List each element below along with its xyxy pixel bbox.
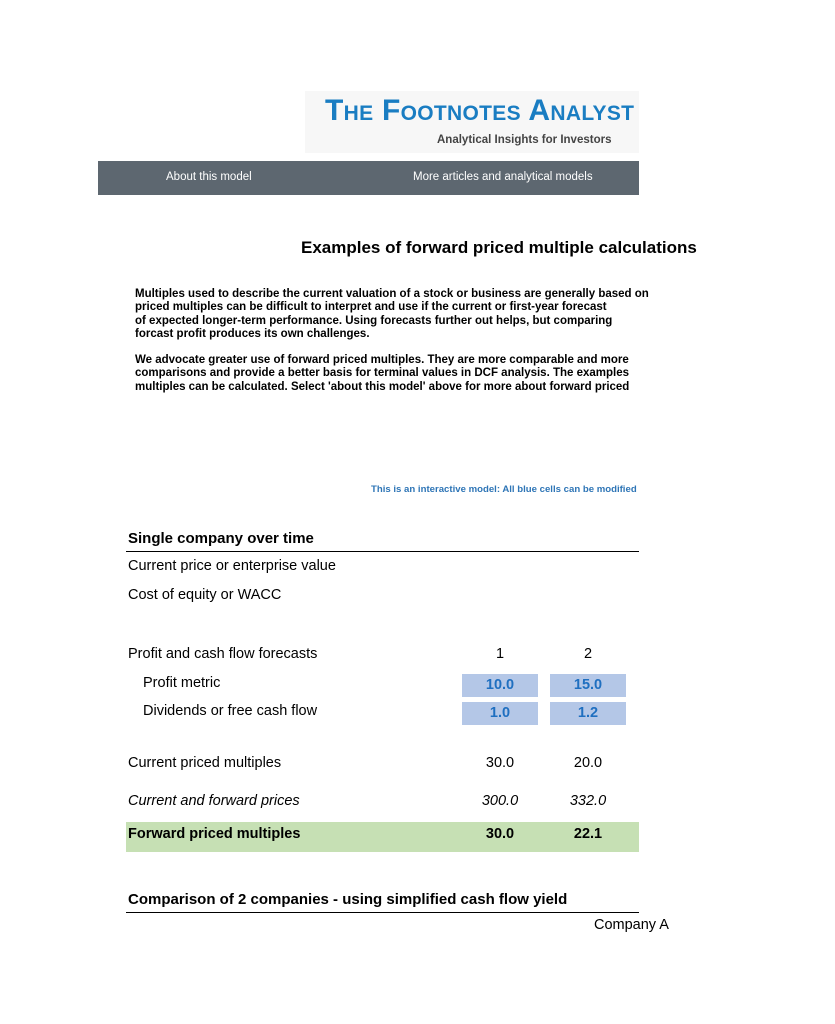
logo-title: The Footnotes Analyst [325,94,635,127]
dividend-input-year-2[interactable]: 1.2 [550,702,626,725]
forward-multiples-label: Forward priced multiples [128,826,301,842]
section-title-comparison: Comparison of 2 companies - using simplified cash flow yield [128,891,568,908]
nav-about-model-link[interactable]: About this model [166,171,252,183]
dividend-input-year-1[interactable]: 1.0 [462,702,538,725]
forecasts-label: Profit and cash flow forecasts [128,646,318,662]
profit-metric-label: Profit metric [143,675,221,691]
current-multiple-year-1: 30.0 [485,755,515,771]
intro-line: forcast profit produces its own challenges. [135,328,370,341]
forward-prices-label: Current and forward prices [128,793,300,809]
forward-multiple-year-1: 30.0 [485,826,515,842]
cost-of-equity-label: Cost of equity or WACC [128,587,282,603]
current-price-label: Current price or enterprise value [128,558,336,574]
intro-line: priced multiples can be difficult to interpret and use if the current or first-year forecast [135,301,607,314]
intro-line: of expected longer-term performance. Using forecasts further out helps, but comparing [135,314,613,327]
intro-paragraph-2 [135,354,835,394]
intro-line: multiples can be calculated. Select 'about this model' above for more about forward priced [135,380,630,393]
profit-input-year-1[interactable]: 10.0 [462,674,538,697]
section-title-single-company: Single company over time [128,530,314,547]
current-multiples-label: Current priced multiples [128,755,282,771]
intro-line: comparisons and provide a better basis for terminal values in DCF analysis. The examples [135,367,630,380]
intro-line: Multiples used to describe the current valuation of a stock or business are generally based on [135,288,649,300]
interactive-notice: This is an interactive model: All blue cells can be modified [371,484,637,495]
price-year-2: 332.0 [569,793,607,809]
intro-line: We advocate greater use of forward priced multiples. They are more comparable and more [135,354,629,366]
year-header-1: 1 [495,646,505,662]
year-header-2: 2 [583,646,593,662]
current-multiple-year-2: 20.0 [573,755,603,771]
brand-logo [305,91,639,153]
section-divider [126,912,639,913]
nav-more-articles-link[interactable]: More articles and analytical models [413,171,593,183]
nav-bar [98,161,639,195]
logo-tagline: Analytical Insights for Investors [437,134,612,146]
profit-input-year-2[interactable]: 15.0 [550,674,626,697]
section-divider [126,551,639,552]
price-year-1: 300.0 [481,793,519,809]
dividends-label: Dividends or free cash flow [143,703,318,719]
forward-multiple-year-2: 22.1 [573,826,603,842]
company-a-header: Company A [594,917,669,933]
intro-paragraph-1 [135,288,835,342]
page-title: Examples of forward priced multiple calculations [301,238,697,257]
